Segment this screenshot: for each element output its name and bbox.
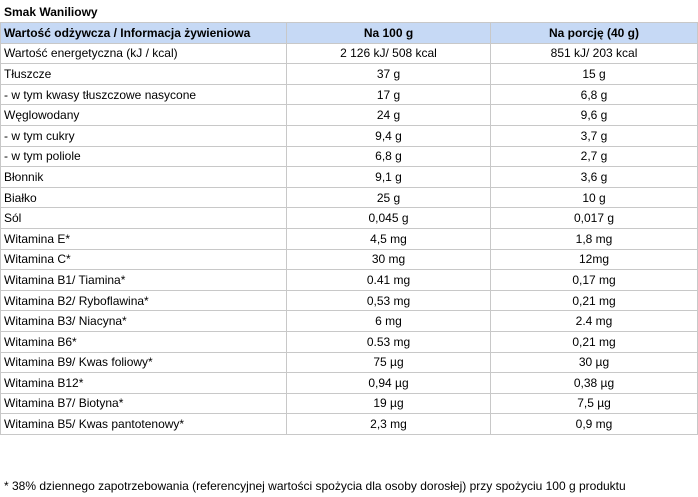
value-per-portion: 851 kJ/ 203 kcal [491, 43, 698, 64]
footnote: * 38% dziennego zapotrzebowania (referencyjnej wartości spożycia dla osoby dorosłej) przy spożyciu 100 g produktu [4, 479, 626, 493]
table-row [1, 311, 698, 332]
nutrient-name: Węglowodany [1, 105, 287, 126]
nutrient-name: Witamina B1/ Tiamina* [1, 270, 287, 291]
value-per-portion: 7,5 µg [491, 393, 698, 414]
value-per-100g: 9,4 g [287, 125, 491, 146]
flavor-title: Smak Waniliowy [4, 5, 98, 19]
nutrient-name: - w tym poliole [1, 146, 287, 167]
table-row [1, 84, 698, 105]
value-per-100g: 6,8 g [287, 146, 491, 167]
value-per-portion: 10 g [491, 187, 698, 208]
value-per-100g: 0,045 g [287, 208, 491, 229]
nutrient-name: Białko [1, 187, 287, 208]
value-per-portion: 3,7 g [491, 125, 698, 146]
table-row [1, 43, 698, 64]
value-per-100g: 24 g [287, 105, 491, 126]
nutrient-name: Witamina B9/ Kwas foliowy* [1, 352, 287, 373]
value-per-portion: 2,7 g [491, 146, 698, 167]
value-per-portion: 9,6 g [491, 105, 698, 126]
nutrient-name: Witamina B2/ Ryboflawina* [1, 290, 287, 311]
table-header-row [1, 23, 698, 44]
nutrient-name: Witamina C* [1, 249, 287, 270]
value-per-portion: 0,38 µg [491, 373, 698, 394]
table-row [1, 64, 698, 85]
value-per-portion: 0,21 mg [491, 331, 698, 352]
value-per-100g: 17 g [287, 84, 491, 105]
table-row [1, 228, 698, 249]
value-per-100g: 0,53 mg [287, 290, 491, 311]
value-per-100g: 6 mg [287, 311, 491, 332]
value-per-100g: 0.41 mg [287, 270, 491, 291]
table-row [1, 373, 698, 394]
value-per-100g: 9,1 g [287, 167, 491, 188]
nutrient-name: Tłuszcze [1, 64, 287, 85]
header-nutrient: Wartość odżywcza / Informacja żywieniowa [1, 23, 287, 44]
table-row [1, 125, 698, 146]
value-per-portion: 12mg [491, 249, 698, 270]
nutrient-name: Sól [1, 208, 287, 229]
value-per-portion: 30 µg [491, 352, 698, 373]
value-per-portion: 0,21 mg [491, 290, 698, 311]
value-per-portion: 0,017 g [491, 208, 698, 229]
table-row [1, 290, 698, 311]
nutrient-name: Błonnik [1, 167, 287, 188]
value-per-portion: 1,8 mg [491, 228, 698, 249]
nutrient-name: Wartość energetyczna (kJ / kcal) [1, 43, 287, 64]
nutrient-name: Witamina B12* [1, 373, 287, 394]
value-per-portion: 2.4 mg [491, 311, 698, 332]
value-per-100g: 2,3 mg [287, 414, 491, 435]
table-row [1, 167, 698, 188]
value-per-100g: 25 g [287, 187, 491, 208]
value-per-100g: 30 mg [287, 249, 491, 270]
nutrition-table [0, 22, 698, 435]
value-per-100g: 0,94 µg [287, 373, 491, 394]
table-row [1, 187, 698, 208]
nutrient-name: Witamina B5/ Kwas pantotenowy* [1, 414, 287, 435]
nutrient-name: - w tym kwasy tłuszczowe nasycone [1, 84, 287, 105]
value-per-portion: 0,9 mg [491, 414, 698, 435]
value-per-100g: 4,5 mg [287, 228, 491, 249]
value-per-100g: 75 µg [287, 352, 491, 373]
value-per-100g: 2 126 kJ/ 508 kcal [287, 43, 491, 64]
table-row [1, 270, 698, 291]
value-per-portion: 3,6 g [491, 167, 698, 188]
table-row [1, 208, 698, 229]
nutrient-name: - w tym cukry [1, 125, 287, 146]
header-per-100g: Na 100 g [287, 23, 491, 44]
value-per-100g: 19 µg [287, 393, 491, 414]
nutrient-name: Witamina B7/ Biotyna* [1, 393, 287, 414]
value-per-100g: 37 g [287, 64, 491, 85]
nutrient-name: Witamina B3/ Niacyna* [1, 311, 287, 332]
value-per-portion: 0,17 mg [491, 270, 698, 291]
nutrient-name: Witamina B6* [1, 331, 287, 352]
value-per-100g: 0.53 mg [287, 331, 491, 352]
table-row [1, 146, 698, 167]
table-row [1, 414, 698, 435]
table-row [1, 105, 698, 126]
table-row [1, 331, 698, 352]
table-row [1, 393, 698, 414]
header-per-portion: Na porcję (40 g) [491, 23, 698, 44]
value-per-portion: 6,8 g [491, 84, 698, 105]
table-row [1, 352, 698, 373]
table-row [1, 249, 698, 270]
value-per-portion: 15 g [491, 64, 698, 85]
nutrient-name: Witamina E* [1, 228, 287, 249]
